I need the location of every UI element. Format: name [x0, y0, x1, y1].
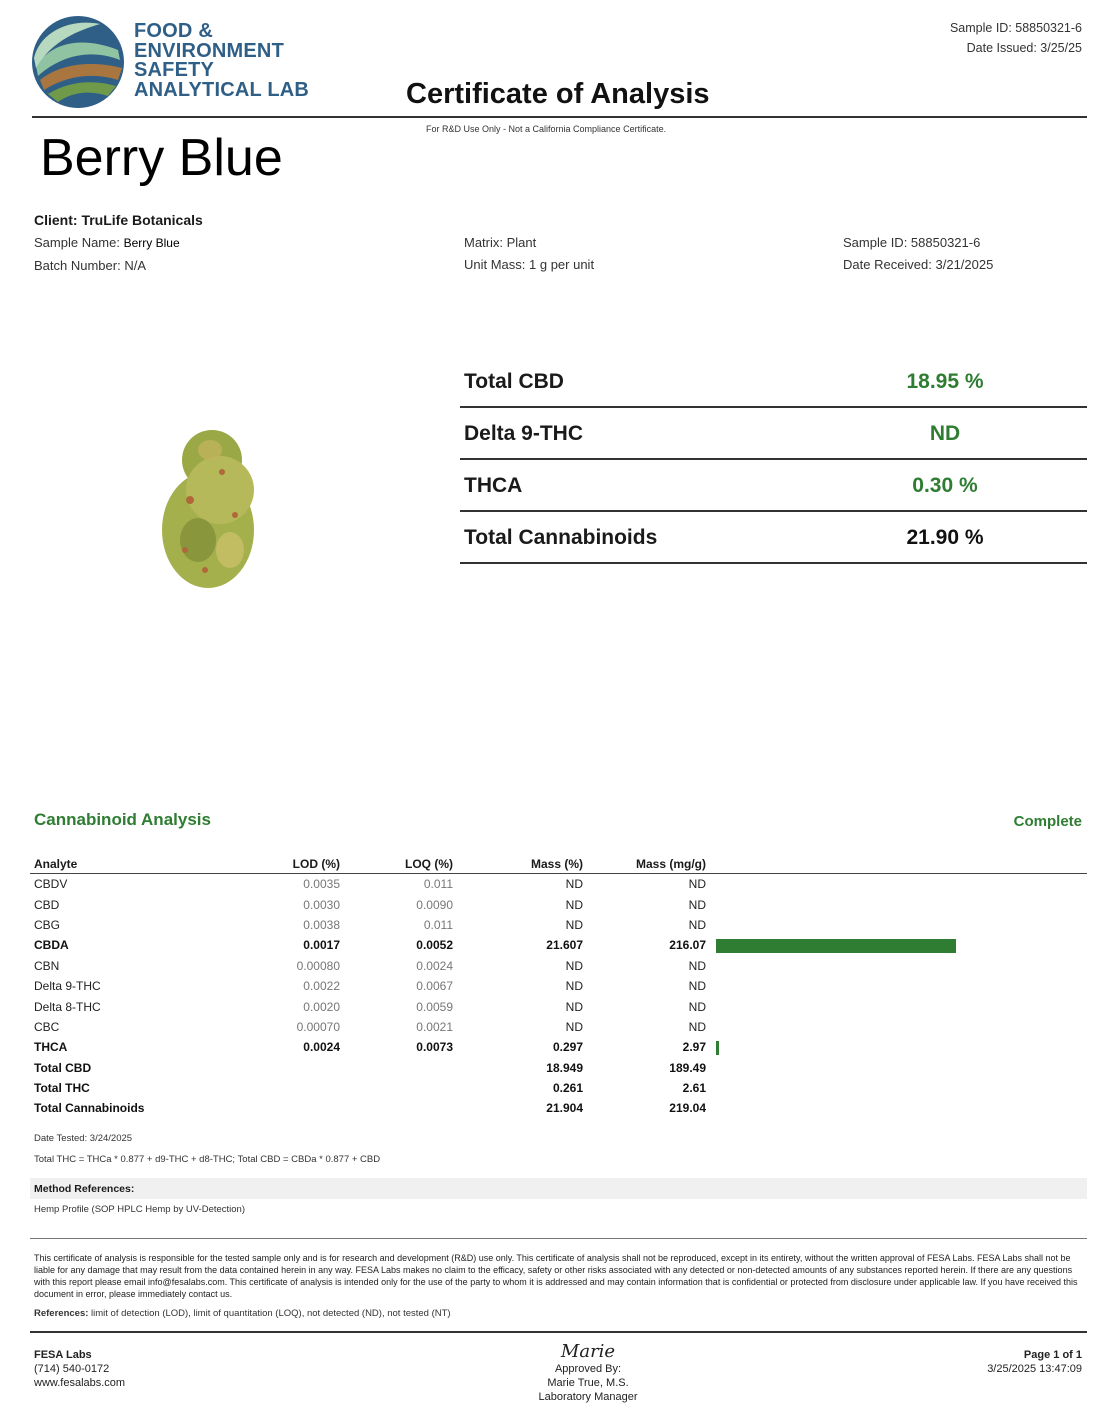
document-title: Certificate of Analysis: [406, 78, 710, 110]
loq-cell: [350, 1058, 463, 1078]
summary-row: [460, 408, 1087, 460]
mass-mg-cell: ND: [688, 958, 706, 973]
mass-mg-cell: ND: [688, 979, 706, 994]
analyte-cell: THCA: [34, 1040, 68, 1055]
references-label: References:: [34, 1308, 89, 1319]
col-header: Analyte: [30, 855, 240, 874]
analysis-title: Cannabinoid Analysis: [34, 810, 211, 829]
summary-value: ND: [929, 422, 961, 445]
mass-mg-cell: 219.04: [669, 1101, 706, 1116]
company-website[interactable]: www.fesalabs.com: [34, 1377, 126, 1389]
mass-mg-cell: ND: [688, 999, 706, 1014]
analyte-cell: CBD: [34, 897, 60, 912]
mass-percent-cell: ND: [565, 999, 583, 1014]
table-row: [30, 1017, 1087, 1037]
col-header: LOQ (%): [350, 855, 463, 874]
analyte-cell: CBN: [34, 958, 60, 973]
lod-cell: 0.0017: [303, 938, 340, 953]
loq-cell: 0.011: [423, 917, 453, 932]
footer-page-info: [987, 1348, 1082, 1376]
date-tested: Date Tested: 3/24/2025: [34, 1133, 133, 1144]
company-phone[interactable]: (714) 540-0172: [34, 1363, 110, 1375]
lod-cell: 0.0022: [303, 979, 340, 994]
lod-cell: [240, 1058, 350, 1078]
summary-label: Total Cannabinoids: [464, 526, 658, 549]
bar-cell: [716, 1017, 1087, 1037]
logo-line: FOOD &: [134, 20, 213, 42]
loq-cell: 0.0073: [416, 1040, 453, 1055]
sample-id: Sample ID: 58850321-6: [843, 235, 981, 250]
divider: [30, 1238, 1087, 1239]
summary-value: 18.95 %: [906, 370, 984, 393]
lab-logo-emblem: [30, 14, 126, 110]
analysis-status: Complete: [1013, 813, 1082, 830]
bar-cell: [716, 1078, 1087, 1098]
header-date-issued: Date Issued: 3/25/25: [966, 41, 1082, 55]
company-name: FESA Labs: [34, 1349, 92, 1361]
cannabinoid-table: [30, 855, 1087, 1119]
mass-percent-cell: ND: [565, 897, 583, 912]
mass-mg-cell: 2.97: [682, 1040, 706, 1055]
analyte-cell: CBC: [34, 1019, 60, 1034]
printed-timestamp: 3/25/2025 13:47:09: [987, 1363, 1082, 1375]
references: [34, 1308, 451, 1319]
sample-meta-right: [843, 232, 993, 275]
footer-divider: [30, 1331, 1087, 1333]
mass-percent-cell: 21.904: [546, 1101, 583, 1116]
header-sample-id: Sample ID: 58850321-6: [949, 21, 1082, 35]
mass-percent-cell: 18.949: [546, 1060, 583, 1075]
lod-cell: 0.00070: [296, 1019, 340, 1034]
mass-percent-cell: ND: [565, 917, 583, 932]
client-name: Client: TruLife Botanicals: [34, 212, 203, 228]
bar-cell: [716, 894, 1087, 914]
bar-cell: [716, 976, 1087, 996]
sample-meta-middle: [464, 232, 594, 275]
date-received: Date Received: 3/21/2025: [843, 256, 994, 272]
mass-mg-cell: ND: [688, 897, 706, 912]
footer-approval: [500, 1342, 676, 1404]
col-header: LOD (%): [240, 855, 350, 874]
sample-name-value: Berry Blue: [123, 236, 180, 250]
analyte-cell: Delta 8-THC: [34, 999, 101, 1014]
approved-by-label: Approved By:: [554, 1363, 622, 1375]
sample-meta-left: [34, 232, 180, 276]
summary-value: 21.90 %: [906, 526, 984, 549]
lod-cell: 0.0038: [303, 917, 340, 932]
bar-cell: [716, 996, 1087, 1016]
loq-cell: 0.0059: [416, 999, 453, 1014]
approver-title: Laboratory Manager: [538, 1391, 638, 1403]
table-row: [30, 915, 1087, 935]
references-text: limit of detection (LOD), limit of quantitation (LOQ), not detected (ND), not tested (NT): [91, 1308, 451, 1319]
summary-label: THCA: [464, 474, 523, 497]
bar-cell: [716, 956, 1087, 976]
approver-name: Marie True, M.S.: [547, 1377, 629, 1389]
total-formula: Total THC = THCa * 0.877 + d9-THC + d8-THC; Total CBD = CBDa * 0.877 + CBD: [34, 1154, 381, 1165]
compliance-disclaimer: For R&D Use Only - Not a California Compliance Certificate.: [426, 124, 667, 134]
summary-row: [460, 356, 1087, 408]
summary-label: Total CBD: [464, 370, 564, 393]
logo-line: SAFETY: [134, 59, 215, 81]
col-header-bar: [716, 855, 1087, 874]
loq-cell: 0.0090: [416, 897, 453, 912]
mass-percent-cell: ND: [565, 1019, 583, 1034]
mass-mg-cell: 216.07: [669, 938, 706, 953]
table-row: [30, 996, 1087, 1016]
logo-line: ENVIRONMENT: [134, 39, 284, 62]
summary-value: 0.30 %: [912, 474, 978, 497]
table-row: [30, 1098, 1087, 1118]
table-row: [30, 1037, 1087, 1057]
summary-row: [460, 460, 1087, 512]
table-row: [30, 1058, 1087, 1078]
table-header-row: [30, 855, 1087, 874]
bar-cell: [716, 1098, 1087, 1118]
unit-mass: Unit Mass: 1 g per unit: [464, 256, 595, 272]
analyte-cell: CBDA: [34, 938, 69, 953]
product-title: Berry Blue: [40, 129, 283, 187]
analyte-cell: Delta 9-THC: [34, 979, 101, 994]
lod-cell: [240, 1098, 350, 1118]
summary-label: Delta 9-THC: [464, 422, 584, 445]
mass-percent-cell: ND: [565, 958, 583, 973]
bar-cell: [716, 874, 1087, 895]
analyte-cell: CBG: [34, 917, 61, 932]
matrix: Matrix: Plant: [464, 235, 537, 250]
lod-cell: 0.0035: [303, 877, 340, 892]
page-number: Page 1 of 1: [1023, 1349, 1082, 1361]
bar-cell: [716, 1037, 1087, 1057]
lod-cell: [240, 1078, 350, 1098]
loq-cell: 0.0021: [416, 1019, 453, 1034]
mass-bar: [716, 1041, 719, 1055]
bar-cell: [716, 915, 1087, 935]
logo-line: ANALYTICAL LAB: [134, 78, 310, 101]
mass-bar: [716, 939, 956, 953]
method-reference: Hemp Profile (SOP HPLC Hemp by UV-Detection): [34, 1204, 246, 1215]
lod-cell: 0.00080: [296, 958, 340, 973]
mass-mg-cell: ND: [688, 877, 706, 892]
mass-mg-cell: 2.61: [682, 1081, 706, 1096]
sample-name-label: Sample Name:: [34, 235, 120, 250]
product-photo: [150, 420, 290, 595]
loq-cell: 0.0052: [416, 938, 453, 953]
analyte-cell: CBDV: [34, 877, 68, 892]
lod-cell: 0.0020: [303, 999, 340, 1014]
table-row: [30, 874, 1087, 895]
table-row: [30, 1078, 1087, 1098]
method-references-header: Method References:: [30, 1178, 1087, 1199]
table-row: [30, 935, 1087, 955]
footer-company: [34, 1348, 125, 1390]
mass-percent-cell: 0.297: [552, 1040, 583, 1055]
mass-percent-cell: ND: [565, 877, 583, 892]
lod-cell: 0.0030: [303, 897, 340, 912]
table-row: [30, 894, 1087, 914]
summary-row: [460, 512, 1087, 564]
lod-cell: 0.0024: [303, 1040, 340, 1055]
loq-cell: [350, 1098, 463, 1118]
bar-cell: [716, 1058, 1087, 1078]
analyte-cell: Total Cannabinoids: [34, 1101, 145, 1116]
col-header: Mass (%): [463, 855, 593, 874]
signature: Marie: [560, 1341, 616, 1362]
legal-disclaimer: This certificate of analysis is responsible for the tested sample only and is for research and development (R&D) use only. This certificate of analysis shall not be reproduced, except in its entirety, without the written approval of FESA Labs. FESA Labs shall not be liable for any damage that may result from the data contained herein in any way. FESA Labs makes no claim to the efficacy, safety or other risks associated with any detected or non-detected amounts of any substances reported herein. If there are any questions with this report please email info@fesalabs.com. This certificate of analysis is intended only for the use of the party to whom it is addressed and may contain information that is confidential or protected from disclosure under applicable law. If you have received this document in error, please immediately contact us.: [34, 1253, 1078, 1299]
header-sample-info: [950, 18, 1082, 58]
table-row: [30, 956, 1087, 976]
lab-logo-text: [134, 22, 309, 100]
header-divider: [32, 116, 1087, 118]
loq-cell: 0.011: [423, 877, 453, 892]
loq-cell: 0.0067: [416, 979, 453, 994]
table-row: [30, 976, 1087, 996]
loq-cell: 0.0024: [416, 958, 453, 973]
analyte-cell: Total CBD: [34, 1060, 92, 1075]
bar-cell: [716, 935, 1087, 955]
mass-mg-cell: ND: [688, 1019, 706, 1034]
mass-percent-cell: ND: [565, 979, 583, 994]
mass-mg-cell: 189.49: [669, 1060, 706, 1075]
analyte-cell: Total THC: [34, 1081, 90, 1096]
col-header: Mass (mg/g): [593, 855, 716, 874]
mass-mg-cell: ND: [688, 917, 706, 932]
loq-cell: [350, 1078, 463, 1098]
batch-number: Batch Number: N/A: [34, 257, 146, 273]
mass-percent-cell: 21.607: [546, 938, 583, 953]
mass-percent-cell: 0.261: [552, 1081, 583, 1096]
